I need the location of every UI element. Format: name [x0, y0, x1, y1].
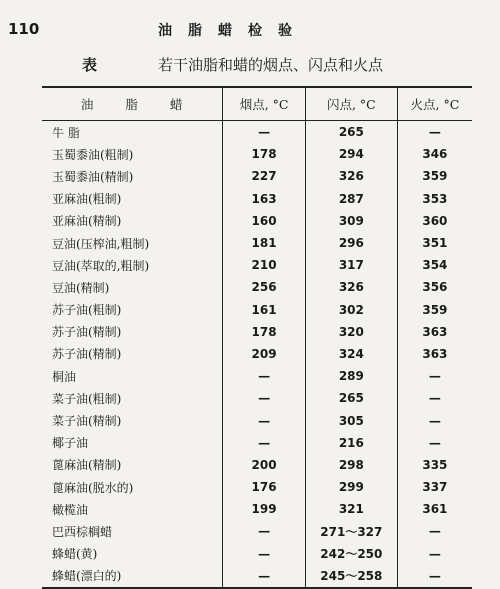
cell-smoke-point: —	[223, 565, 306, 588]
table-row	[42, 476, 472, 498]
table-row	[42, 143, 472, 165]
cell-material: 巴西棕榈蜡	[52, 524, 113, 539]
cell-fire-point: 359	[397, 299, 472, 321]
cell-fire-point: 335	[397, 454, 472, 476]
table-row	[42, 543, 472, 565]
table-row	[42, 321, 472, 343]
table-row	[42, 232, 472, 254]
table-row	[42, 454, 472, 476]
cell-flash-point: 216	[305, 432, 397, 454]
cell-material: 苏子油(粗制)	[52, 303, 122, 318]
cell-fire-point: 346	[397, 143, 472, 165]
cell-material: 菜子油(精制)	[52, 414, 122, 429]
cell-flash-point: 321	[305, 498, 397, 520]
table-row	[42, 498, 472, 520]
cell-fire-point: —	[397, 432, 472, 454]
cell-fire-point: 354	[397, 254, 472, 276]
cell-material: 豆油(精制)	[52, 280, 110, 295]
cell-fire-point: —	[397, 365, 472, 387]
cell-fire-point: —	[397, 409, 472, 431]
cell-flash-point: 271～327	[305, 520, 397, 542]
data-table	[42, 86, 472, 589]
cell-smoke-point: —	[223, 520, 306, 542]
cell-material: 蓖麻油(脱水的)	[52, 480, 134, 495]
cell-fire-point: 351	[397, 232, 472, 254]
cell-fire-point: —	[397, 565, 472, 588]
running-head: 油脂蜡检验	[158, 23, 308, 39]
cell-material: 蜂蜡(漂白的)	[52, 569, 122, 584]
cell-material: 椰子油	[52, 436, 89, 451]
table-row	[42, 276, 472, 298]
cell-flash-point: 245～258	[305, 565, 397, 588]
cell-material: 菜子油(粗制)	[52, 391, 122, 406]
table-row	[42, 365, 472, 387]
cell-smoke-point: 176	[223, 476, 306, 498]
table-row	[42, 165, 472, 187]
cell-material: 牛 脂	[52, 125, 80, 140]
header-flash-point: 闪点, °C	[305, 87, 397, 121]
cell-smoke-point: 200	[223, 454, 306, 476]
cell-material: 橄榄油	[52, 502, 89, 517]
cell-smoke-point: 181	[223, 232, 306, 254]
cell-flash-point: 324	[305, 343, 397, 365]
cell-smoke-point: 256	[223, 276, 306, 298]
cell-material: 蓖麻油(精制)	[52, 458, 122, 473]
cell-smoke-point: 178	[223, 321, 306, 343]
cell-fire-point: —	[397, 520, 472, 542]
table-row	[42, 343, 472, 365]
header-smoke-point: 烟点, °C	[223, 87, 306, 121]
cell-material: 苏子油(精制)	[52, 325, 122, 340]
cell-fire-point: 363	[397, 321, 472, 343]
cell-flash-point: 302	[305, 299, 397, 321]
cell-smoke-point: 227	[223, 165, 306, 187]
header-fire-point: 火点, °C	[397, 87, 472, 121]
cell-smoke-point: 161	[223, 299, 306, 321]
cell-flash-point: 305	[305, 409, 397, 431]
cell-fire-point: 360	[397, 210, 472, 232]
cell-flash-point: 296	[305, 232, 397, 254]
cell-smoke-point: —	[223, 432, 306, 454]
cell-flash-point: 242～250	[305, 543, 397, 565]
cell-flash-point: 326	[305, 276, 397, 298]
table-row	[42, 432, 472, 454]
cell-fire-point: —	[397, 543, 472, 565]
cell-fire-point: 353	[397, 188, 472, 210]
cell-material: 亚麻油(精制)	[52, 214, 122, 229]
cell-fire-point: 356	[397, 276, 472, 298]
cell-material: 苏子油(精制)	[52, 347, 122, 362]
cell-fire-point: —	[397, 121, 472, 144]
cell-flash-point: 317	[305, 254, 397, 276]
table-row	[42, 210, 472, 232]
page-number: 110	[8, 20, 40, 38]
cell-material: 豆油(萃取的,粗制)	[52, 258, 150, 273]
cell-smoke-point: 160	[223, 210, 306, 232]
table-label: 表	[82, 56, 98, 74]
cell-fire-point: 337	[397, 476, 472, 498]
cell-material: 桐油	[52, 369, 77, 384]
table-row	[42, 188, 472, 210]
table-row	[42, 254, 472, 276]
table-row	[42, 520, 472, 542]
cell-material: 豆油(压榨油,粗制)	[52, 236, 150, 251]
table-row	[42, 409, 472, 431]
cell-material: 玉蜀黍油(精制)	[52, 169, 134, 184]
header-material: 油 脂 蜡	[42, 87, 223, 121]
table-row	[42, 387, 472, 409]
cell-smoke-point: —	[223, 543, 306, 565]
cell-flash-point: 294	[305, 143, 397, 165]
cell-flash-point: 320	[305, 321, 397, 343]
cell-flash-point: 299	[305, 476, 397, 498]
cell-fire-point: 361	[397, 498, 472, 520]
cell-material: 蜂蜡(黄)	[52, 547, 98, 562]
header-row	[42, 87, 472, 121]
cell-material: 玉蜀黍油(粗制)	[52, 147, 134, 162]
table-title: 若干油脂和蜡的烟点、闪点和火点	[158, 56, 384, 74]
cell-smoke-point: —	[223, 365, 306, 387]
table-row	[42, 565, 472, 588]
cell-fire-point: —	[397, 387, 472, 409]
cell-flash-point: 326	[305, 165, 397, 187]
table-row	[42, 299, 472, 321]
cell-flash-point: 298	[305, 454, 397, 476]
cell-flash-point: 265	[305, 121, 397, 144]
cell-smoke-point: 163	[223, 188, 306, 210]
cell-fire-point: 359	[397, 165, 472, 187]
cell-flash-point: 309	[305, 210, 397, 232]
cell-flash-point: 287	[305, 188, 397, 210]
cell-fire-point: 363	[397, 343, 472, 365]
cell-smoke-point: 210	[223, 254, 306, 276]
cell-smoke-point: —	[223, 121, 306, 144]
cell-flash-point: 289	[305, 365, 397, 387]
table-row	[42, 121, 472, 144]
cell-material: 亚麻油(粗制)	[52, 192, 122, 207]
cell-smoke-point: 199	[223, 498, 306, 520]
cell-flash-point: 265	[305, 387, 397, 409]
cell-smoke-point: 178	[223, 143, 306, 165]
cell-smoke-point: —	[223, 387, 306, 409]
cell-smoke-point: 209	[223, 343, 306, 365]
cell-smoke-point: —	[223, 409, 306, 431]
